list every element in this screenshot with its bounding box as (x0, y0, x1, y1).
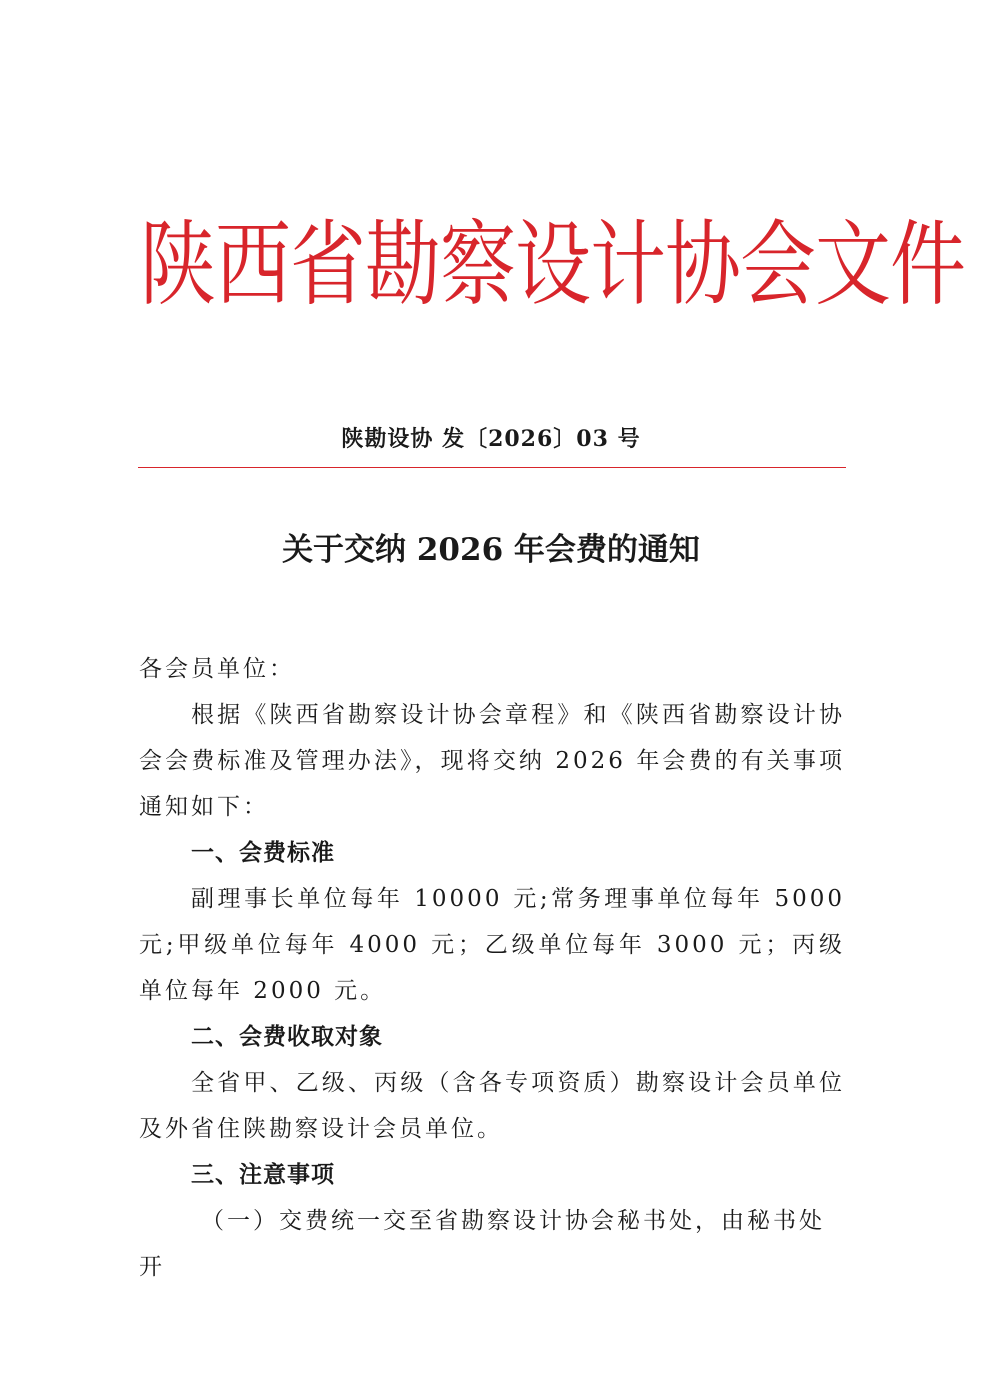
section-heading-fee-standard: 一、会费标准 (191, 840, 335, 866)
section-heading-notes: 三、注意事项 (191, 1162, 335, 1188)
section-text-fee-target: 全省甲、乙级、丙级（含各专项资质）勘察设计会员单位及外省住陕勘察设计会员单位。 (139, 1070, 845, 1142)
salutation: 各会员单位： (139, 656, 295, 682)
section-text-fee-standard: 副理事长单位每年 10000 元;常务理事单位每年 5000 元;甲级单位每年 4000 元；乙级单位每年 3000 元；丙级单位每年 2000 元。 (139, 886, 845, 1004)
section-text-notes: （一）交费统一交至省勘察设计协会秘书处，由秘书处开 (139, 1208, 825, 1280)
section-heading-fee-target: 二、会费收取对象 (191, 1024, 383, 1050)
header-divider (138, 467, 846, 468)
intro-paragraph: 根据《陕西省勘察设计协会章程》和《陕西省勘察设计协会会费标准及管理办法》，现将交纳 2026 年会费的有关事项通知如下： (139, 702, 845, 820)
document-number: 陕勘设协 发〔2026〕03 号 (341, 426, 641, 452)
notice-title: 关于交纳 2026 年会费的通知 (282, 532, 700, 568)
document-body (139, 646, 845, 1290)
document-header-title: 陕西省勘察设计协会文件 (140, 210, 965, 319)
